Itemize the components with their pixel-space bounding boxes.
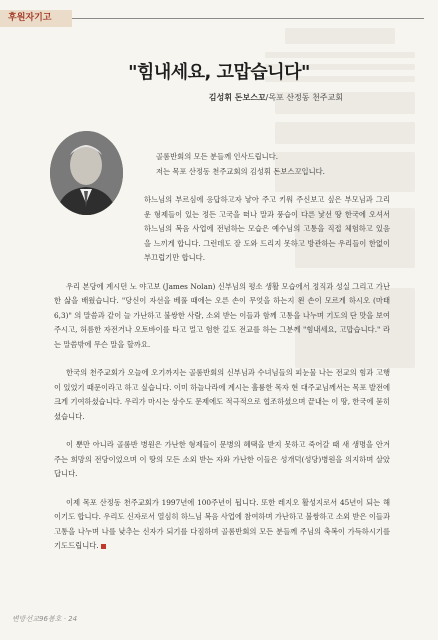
paragraph: 한국의 천주교회가 오늘에 오기까지는 골롬반회의 신부님과 수녀님들의 피눈물 나는 전교의 힘과 고행이 있었기 때문이라고 하고 싶습니다. 이미 하늘나라에 계시는 훌륭한 목자 현 대주교님께서는 목포 발전에 크게 기여하셨습니다. 우리가 마시는 상수도 문제에도 적극적으로 협조하셨으며 끝내는 이 땅, 한국에 묻히셨습니다.	[54, 368, 390, 421]
article-body	[54, 150, 390, 568]
author-name: 김성휘 돈보스꼬	[208, 93, 266, 102]
page-footer: 변방선교96봄호 · 24	[12, 615, 78, 623]
end-mark-icon	[101, 544, 106, 549]
paragraph: 우리 본당에 계시던 노 야고보 (James Nolan) 신부님의 평소 생활 모습에서 정직과 성실 그리고 가난한 삶을 배웠습니다. "당신이 자선을 베풀 때에는 오른 손이 무엇을 하는지 왼 손이 모르게 하시오 (마태 6,3)" 의 말씀과 같이 늘 가난하고 불쌍한 사람, 소외 받는 이들과 함께 고통을 나누며 기도의 단 맛을 보여주시고, 허름한 자전거나 오토바이를 타고 멀고 험한 길도 전교를 하는 그분께 "힘내세요, 고맙습니다." 라는 말씀밖에 무슨 말을 할까요.	[54, 281, 390, 349]
byline	[209, 92, 343, 103]
author-affiliation: /목포 산정동 천주교회	[265, 93, 343, 102]
article-title: "힘내세요, 고맙습니다"	[128, 62, 310, 83]
paragraph-greeting-2: 저는 목포 산정동 천주교회의 김성휘 돈보스꼬입니다.	[156, 166, 325, 176]
paragraph-greeting-1: 골롬반회의 모든 분들께 인사드립니다.	[156, 152, 279, 161]
section-divider	[72, 18, 424, 19]
paragraph-closing: 이제 목포 산정동 천주교회가 1997년에 100주년이 됩니다. 또한 레지오 활성지로서 45년이 되는 해이기도 합니다. 우리도 신자로서 열심히 하느님 복음 사업에 참여하며 가난하고 불쌍하고 소외 받은 이들과 고통을 나누며 나를 낮추는 신자가 되기를 다짐하며 골롬반회의 모든 분들께 주님의 축복이 가득하시기를 기도드립니다.	[54, 497, 390, 550]
paragraph: 이 뿐만 아니라 골롬반 병원은 가난한 형제들이 문병의 혜택을 받지 못하고 죽어갈 때 새 생명을 안겨 주는 희망의 전당이었으며 이 땅의 모든 소외 받는 자와 가난한 이들은 성개덕(성당)병원을 의지하며 살았답니다.	[54, 440, 390, 478]
paragraph: 하느님의 부르심에 응답하고자 낳아 주고 키워 주신보고 싶은 부모님과 그리운 형제들이 있는 정든 고국을 떠나 말과 풍습이 다른 낯선 땅 한국에 오셔서 하느님의 복음 사업에 전념하는 모습은 예수님의 고통을 직접 체험하고 있음을 느끼게 합니다. 그런데도 잘 도와 드리지 못하고 방관하는 우리들이 한없이 부끄럽기만 합니다.	[144, 195, 390, 262]
section-tag: 후원자기고	[0, 10, 72, 27]
